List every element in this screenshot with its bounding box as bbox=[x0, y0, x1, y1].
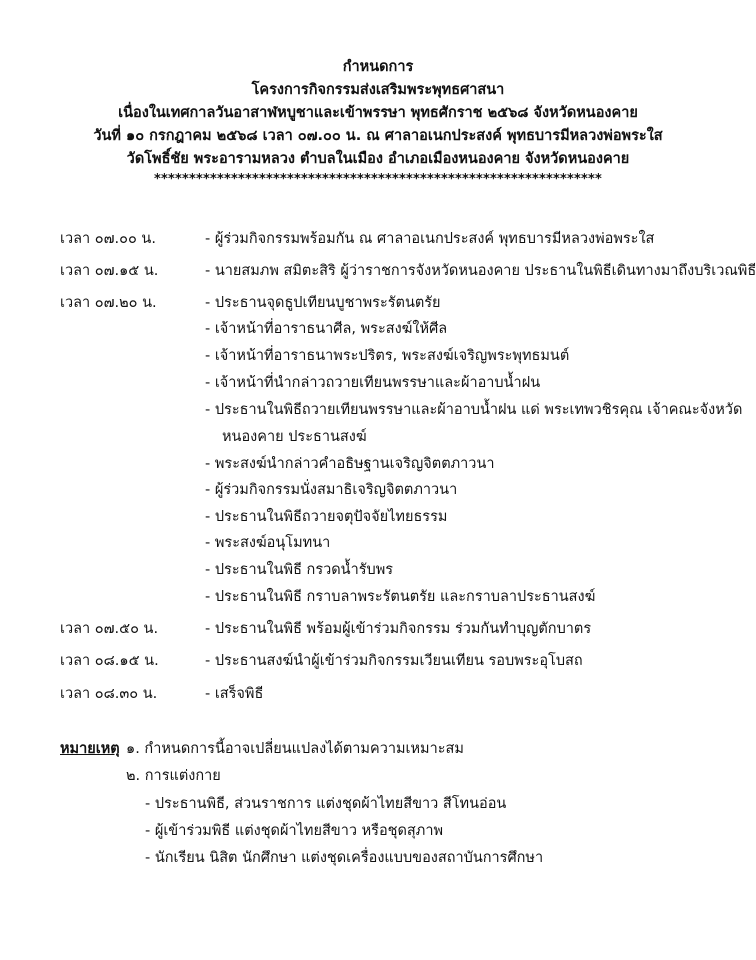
schedule-item-continued: หนองคาย ประธานสงฆ์ bbox=[222, 429, 367, 445]
document-header bbox=[0, 56, 756, 189]
schedule-item: - ผู้ร่วมกิจกรรมพร้อมกัน ณ ศาลาอเนกประสงค์ พุทธบารมีหลวงพ่อพระใส bbox=[205, 231, 655, 247]
schedule-item: - พระสงฆ์อนุโมทนา bbox=[205, 535, 331, 551]
dress-code-item: - ประธานพิธี, ส่วนราชการ แต่งชุดผ้าไทยสีขาว สีโทนอ่อน bbox=[145, 796, 507, 812]
schedule-item: - เสร็จพิธี bbox=[205, 686, 264, 702]
schedule-item: - นายสมภพ สมิตะสิริ ผู้ว่าราชการจังหวัดหนองคาย ประธานในพิธีเดินทางมาถึงบริเวณพิธี bbox=[205, 263, 756, 279]
header-separator: **************************************************************** bbox=[154, 172, 602, 187]
header-occasion: เนื่องในเทศกาลวันอาสาฬหบูชาและเข้าพรรษา พุทธศักราช ๒๕๖๘ จังหวัดหนองคาย bbox=[118, 105, 638, 121]
schedule-item: - เจ้าหน้าที่อาราธนาพระปริตร, พระสงฆ์เจริญพระพุทธมนต์ bbox=[205, 348, 570, 364]
schedule-time: เวลา ๐๘.๓๐ น. bbox=[60, 686, 158, 702]
dress-code-item: - ผู้เข้าร่วมพิธี แต่งชุดผ้าไทยสีขาว หรือชุดสุภาพ bbox=[145, 823, 444, 839]
header-project: โครงการกิจกรรมส่งเสริมพระพุทธศาสนา bbox=[251, 82, 505, 98]
schedule-item: - ประธานในพิธี พร้อมผู้เข้าร่วมกิจกรรม ร่วมกันทำบุญตักบาตร bbox=[205, 621, 592, 637]
schedule-time: เวลา ๐๗.๕๐ น. bbox=[60, 621, 159, 637]
schedule-item: - ประธานในพิธี กราบลาพระรัตนตรัย และกราบลาประธานสงฆ์ bbox=[205, 589, 596, 605]
schedule-time: เวลา ๐๗.๐๐ น. bbox=[60, 231, 156, 247]
schedule-time: เวลา ๐๗.๑๕ น. bbox=[60, 263, 159, 279]
schedule-time: เวลา ๐๘.๑๕ น. bbox=[60, 653, 159, 669]
dress-code-item: - นักเรียน นิสิต นักศึกษา แต่งชุดเครื่องแบบของสถาบันการศึกษา bbox=[145, 850, 544, 866]
schedule-item: - ประธานในพิธีถวายเทียนพรรษาและผ้าอาบน้ำฝน แด่ พระเทพวชิรคุณ เจ้าคณะจังหวัด bbox=[205, 402, 743, 418]
header-title: กำหนดการ bbox=[342, 59, 414, 75]
schedule-time: เวลา ๐๗.๒๐ น. bbox=[60, 295, 157, 311]
schedule-item: - พระสงฆ์นำกล่าวคำอธิษฐานเจริญจิตตภาวนา bbox=[205, 456, 495, 472]
schedule-item: - ประธานจุดธูปเทียนบูชาพระรัตนตรัย bbox=[205, 295, 441, 311]
schedule-item: - เจ้าหน้าที่นำกล่าวถวายเทียนพรรษาและผ้าอาบน้ำฝน bbox=[205, 375, 541, 391]
note-line: ๒. การแต่งกาย bbox=[126, 768, 221, 784]
schedule-item: - ผู้ร่วมกิจกรรมนั่งสมาธิเจริญจิตตภาวนา bbox=[205, 482, 458, 498]
note-line: ๑. กำหนดการนี้อาจเปลี่ยนแปลงได้ตามความเหมาะสม bbox=[126, 741, 464, 757]
schedule-item: - เจ้าหน้าที่อาราธนาศีล, พระสงฆ์ให้ศีล bbox=[205, 321, 448, 337]
schedule-item: - ประธานสงฆ์นำผู้เข้าร่วมกิจกรรมเวียนเทียน รอบพระอุโบสถ bbox=[205, 653, 583, 669]
schedule-item: - ประธานในพิธี กรวดน้ำรับพร bbox=[205, 562, 394, 578]
header-date-venue: วันที่ ๑๐ กรกฎาคม ๒๕๖๘ เวลา ๐๗.๐๐ น. ณ ศาลาอเนกประสงค์ พุทธบารมีหลวงพ่อพระใส bbox=[93, 128, 663, 144]
schedule-item: - ประธานในพิธีถวายจตุปัจจัยไทยธรรม bbox=[205, 509, 448, 525]
notes-label: หมายเหตุ bbox=[60, 741, 120, 757]
header-temple: วัดโพธิ์ชัย พระอารามหลวง ตำบลในเมือง อำเภอเมืองหนองคาย จังหวัดหนองคาย bbox=[126, 151, 630, 167]
